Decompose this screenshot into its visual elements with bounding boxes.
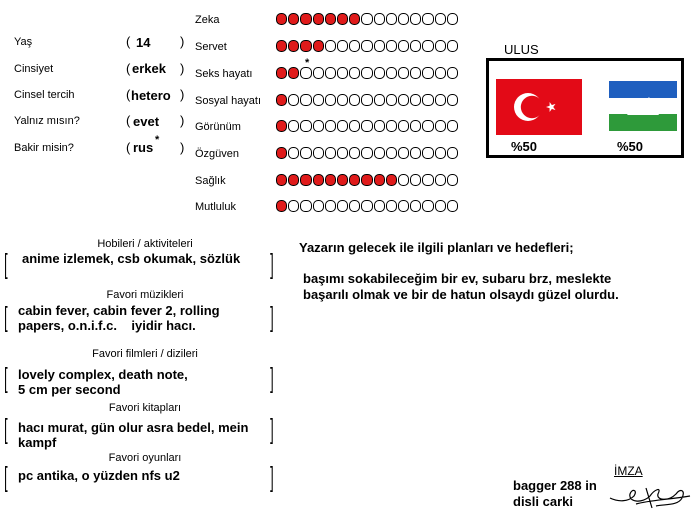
stat-bar-segment: [386, 94, 397, 106]
signature-caption-1: bagger 288 in: [513, 478, 597, 493]
stat-bar-segment: [337, 174, 348, 186]
stat-bar: [276, 147, 458, 159]
stat-label-gorunum: Görünüm: [195, 121, 241, 133]
goals-title: Yazarın gelecek ile ilgili planları ve hedefleri;: [299, 240, 574, 255]
music-line-2: papers, o.n.i.f.c. iyidir hacı.: [18, 318, 196, 333]
stat-bar-segment: [313, 147, 324, 159]
stat-bar-segment: [276, 40, 287, 52]
games-heading: Favori oyunları: [108, 452, 182, 464]
films-line-1: lovely complex, death note,: [18, 367, 188, 382]
stat-bar-segment: [361, 40, 372, 52]
stat-bar-segment: [386, 147, 397, 159]
stat-bar-segment: [386, 67, 397, 79]
stat-bar-segment: [325, 200, 336, 212]
stat-bar: [276, 200, 458, 212]
stat-bar-segment: [422, 67, 433, 79]
stat-bar-segment: [337, 200, 348, 212]
age-value: 14: [136, 35, 151, 50]
stat-bar-segment: [386, 13, 397, 25]
stat-bar-segment: [386, 174, 397, 186]
stat-bar-segment: [288, 67, 299, 79]
paren-open: (: [126, 61, 131, 76]
stat-bar-segment: [435, 67, 446, 79]
stat-bar-segment: [422, 147, 433, 159]
stat-bar-segment: [361, 67, 372, 79]
stat-bar-segment: [300, 13, 311, 25]
stat-bar-segment: [276, 200, 287, 212]
stat-bar-segment: [349, 147, 360, 159]
stat-bar: [276, 174, 458, 186]
stat-bar-segment: [410, 200, 421, 212]
stat-bar-segment: [398, 94, 409, 106]
stat-label-zeka: Zeka: [195, 14, 220, 26]
stat-bar-segment: [422, 174, 433, 186]
stat-bar-segment: [349, 94, 360, 106]
stat-bar-segment: [361, 94, 372, 106]
stat-bar-segment: [337, 40, 348, 52]
signature-label: İMZA: [614, 464, 643, 478]
stat-bar-segment: [276, 13, 287, 25]
books-heading: Favori kitapları: [108, 402, 182, 414]
stat-bar-segment: [398, 67, 409, 79]
virgin-asterisk: *: [155, 134, 160, 146]
stat-bar: [276, 120, 458, 132]
stat-bar-segment: [374, 147, 385, 159]
stat-bar-segment: [374, 40, 385, 52]
stat-bar: [276, 40, 458, 52]
stat-bar-segment: [435, 200, 446, 212]
stat-bar-segment: [435, 94, 446, 106]
stat-bar-segment: [276, 174, 287, 186]
virgin-value: rus: [133, 140, 154, 155]
stat-bar-segment: [422, 120, 433, 132]
films-line-2: 5 cm per second: [18, 382, 121, 397]
stat-bar-segment: [447, 174, 458, 186]
ulus-title: ULUS: [504, 42, 539, 57]
goals-line-1: başımı sokabileceğim bir ev, subaru brz, meslekte: [303, 271, 612, 286]
stat-bar-segment: [361, 200, 372, 212]
stat-bar-segment: [447, 94, 458, 106]
stat-bar-segment: [276, 67, 287, 79]
stat-bar-segment: [410, 147, 421, 159]
stat-bar-segment: [386, 200, 397, 212]
stat-bar-segment: [410, 94, 421, 106]
stat-bar-segment: [398, 147, 409, 159]
stat-bar-segment: [288, 40, 299, 52]
stat-bar-segment: [313, 200, 324, 212]
orientation-label: Cinsel tercih: [14, 89, 75, 101]
stat-bar-segment: [313, 174, 324, 186]
books-line-1: hacı murat, gün olur asra bedel, mein: [18, 420, 249, 435]
stat-bar-segment: [288, 94, 299, 106]
stat-bar-segment: [313, 13, 324, 25]
hobbies-line-1: anime izlemek, csb okumak, sözlük: [22, 251, 241, 266]
stat-bar-segment: [276, 120, 287, 132]
stat-bar-segment: [398, 174, 409, 186]
stat-bar-segment: [435, 40, 446, 52]
stat-bar-segment: [422, 40, 433, 52]
paren-open: (: [126, 140, 131, 155]
paren-open: (: [126, 34, 131, 49]
stat-bar-segment: [325, 40, 336, 52]
stat-bar-segment: [398, 13, 409, 25]
stat-bar-segment: [313, 94, 324, 106]
stat-bar-segment: [300, 200, 311, 212]
stat-bar-segment: [276, 147, 287, 159]
seks-asterisk: *: [305, 57, 310, 69]
stat-bar: [276, 13, 458, 25]
stat-bar-segment: [398, 200, 409, 212]
bracket-right: ]: [270, 461, 274, 492]
stat-bar-segment: [300, 120, 311, 132]
stat-label-mutluluk: Mutluluk: [195, 201, 236, 213]
stat-bar-segment: [349, 200, 360, 212]
stat-bar-segment: [313, 120, 324, 132]
stat-bar-segment: [349, 120, 360, 132]
stat-bar-segment: [325, 67, 336, 79]
paren-close: ): [180, 140, 185, 155]
films-heading: Favori filmleri / dizileri: [92, 348, 198, 360]
stat-label-saglik: Sağlık: [195, 175, 226, 187]
bracket-left: [: [4, 301, 8, 332]
bracket-left: [: [4, 362, 8, 393]
goals-line-2: başarılı olmak ve bir de hatun olsaydı güzel olurdu.: [303, 287, 619, 302]
stat-bar-segment: [349, 67, 360, 79]
paren-open: (: [126, 87, 131, 102]
stat-bar-segment: [386, 120, 397, 132]
bracket-left: [: [4, 461, 8, 492]
stat-bar-segment: [447, 67, 458, 79]
stat-bar-segment: [325, 94, 336, 106]
stat-label-servet: Servet: [195, 41, 227, 53]
bracket-right: ]: [270, 413, 274, 444]
stat-bar-segment: [349, 174, 360, 186]
stat-bar-segment: [410, 13, 421, 25]
stat-bar-segment: [349, 40, 360, 52]
stat-bar-segment: [361, 13, 372, 25]
stat-bar-segment: [337, 94, 348, 106]
stat-bar-segment: [447, 147, 458, 159]
kabardino-balkaria-flag-icon: [609, 81, 677, 131]
stat-bar-segment: [410, 67, 421, 79]
virgin-label: Bakir misin?: [14, 142, 74, 154]
stat-label-sosyal: Sosyal hayatı: [195, 95, 262, 107]
ulus-box: [486, 58, 684, 158]
stat-bar-segment: [325, 120, 336, 132]
stat-bar-segment: [435, 120, 446, 132]
stat-bar-segment: [435, 13, 446, 25]
signature-caption-2: disli carki: [513, 494, 573, 509]
stat-bar-segment: [447, 200, 458, 212]
stat-bar-segment: [349, 13, 360, 25]
stat-bar-segment: [361, 174, 372, 186]
single-label: Yalnız mısın?: [14, 115, 80, 127]
books-line-2: kampf: [18, 435, 57, 450]
stat-bar-segment: [374, 200, 385, 212]
stat-bar-segment: [410, 120, 421, 132]
stat-bar-segment: [422, 200, 433, 212]
stat-bar-segment: [374, 67, 385, 79]
stat-bar-segment: [447, 40, 458, 52]
stat-bar-segment: [325, 147, 336, 159]
stat-bar-segment: [288, 120, 299, 132]
gender-value: erkek: [132, 61, 166, 76]
stat-bar-segment: [374, 174, 385, 186]
stat-bar-segment: [325, 174, 336, 186]
stat-bar-segment: [337, 147, 348, 159]
paren-close: ): [180, 113, 185, 128]
orientation-value: hetero: [131, 88, 171, 103]
stat-bar-segment: [288, 174, 299, 186]
stat-bar-segment: [325, 13, 336, 25]
stat-bar-segment: [398, 40, 409, 52]
stat-bar: [276, 67, 458, 79]
stat-bar-segment: [374, 13, 385, 25]
age-label: Yaş: [14, 36, 33, 48]
music-line-1: cabin fever, cabin fever 2, rolling: [18, 303, 220, 318]
stat-bar-segment: [361, 120, 372, 132]
turkey-flag-icon: [496, 79, 582, 135]
stat-bar-segment: [337, 120, 348, 132]
stat-bar-segment: [300, 94, 311, 106]
stat-bar-segment: [374, 120, 385, 132]
bracket-left: [: [4, 248, 8, 279]
stat-bar-segment: [300, 40, 311, 52]
paren-close: ): [180, 34, 185, 49]
stat-bar-segment: [276, 94, 287, 106]
stat-bar-segment: [398, 120, 409, 132]
paren-close: ): [180, 61, 185, 76]
stat-bar-segment: [337, 13, 348, 25]
stat-bar-segment: [288, 200, 299, 212]
stat-bar-segment: [288, 13, 299, 25]
stat-label-seks: Seks hayatı: [195, 68, 253, 80]
stat-bar-segment: [447, 120, 458, 132]
stat-bar-segment: [422, 13, 433, 25]
bracket-left: [: [4, 413, 8, 444]
stat-bar-segment: [313, 67, 324, 79]
single-value: evet: [133, 114, 160, 129]
stat-bar-segment: [313, 40, 324, 52]
turkey-percent: %50: [511, 139, 538, 154]
signature-scribble: [606, 478, 694, 510]
bracket-right: ]: [270, 301, 274, 332]
stat-label-ozguven: Özgüven: [195, 148, 240, 160]
hobbies-heading: Hobileri / aktiviteleri: [97, 238, 193, 250]
games-line-1: pc antika, o yüzden nfs u2: [18, 468, 180, 483]
stat-bar-segment: [300, 174, 311, 186]
gender-label: Cinsiyet: [14, 63, 54, 75]
stat-bar-segment: [435, 174, 446, 186]
stat-bar-segment: [410, 40, 421, 52]
stat-bar-segment: [374, 94, 385, 106]
music-heading: Favori müzikleri: [106, 289, 184, 301]
stat-bar-segment: [422, 94, 433, 106]
stat-bar-segment: [288, 147, 299, 159]
stat-bar-segment: [447, 13, 458, 25]
stat-bar-segment: [410, 174, 421, 186]
stat-bar-segment: [337, 67, 348, 79]
stat-bar-segment: [300, 147, 311, 159]
paren-open: (: [126, 113, 131, 128]
stat-bar-segment: [386, 40, 397, 52]
paren-close: ): [180, 87, 185, 102]
bracket-right: ]: [270, 248, 274, 279]
stat-bar-segment: [361, 147, 372, 159]
bracket-right: ]: [270, 362, 274, 393]
stat-bar-segment: [435, 147, 446, 159]
stat-bar: [276, 94, 458, 106]
kb-percent: %50: [617, 139, 644, 154]
